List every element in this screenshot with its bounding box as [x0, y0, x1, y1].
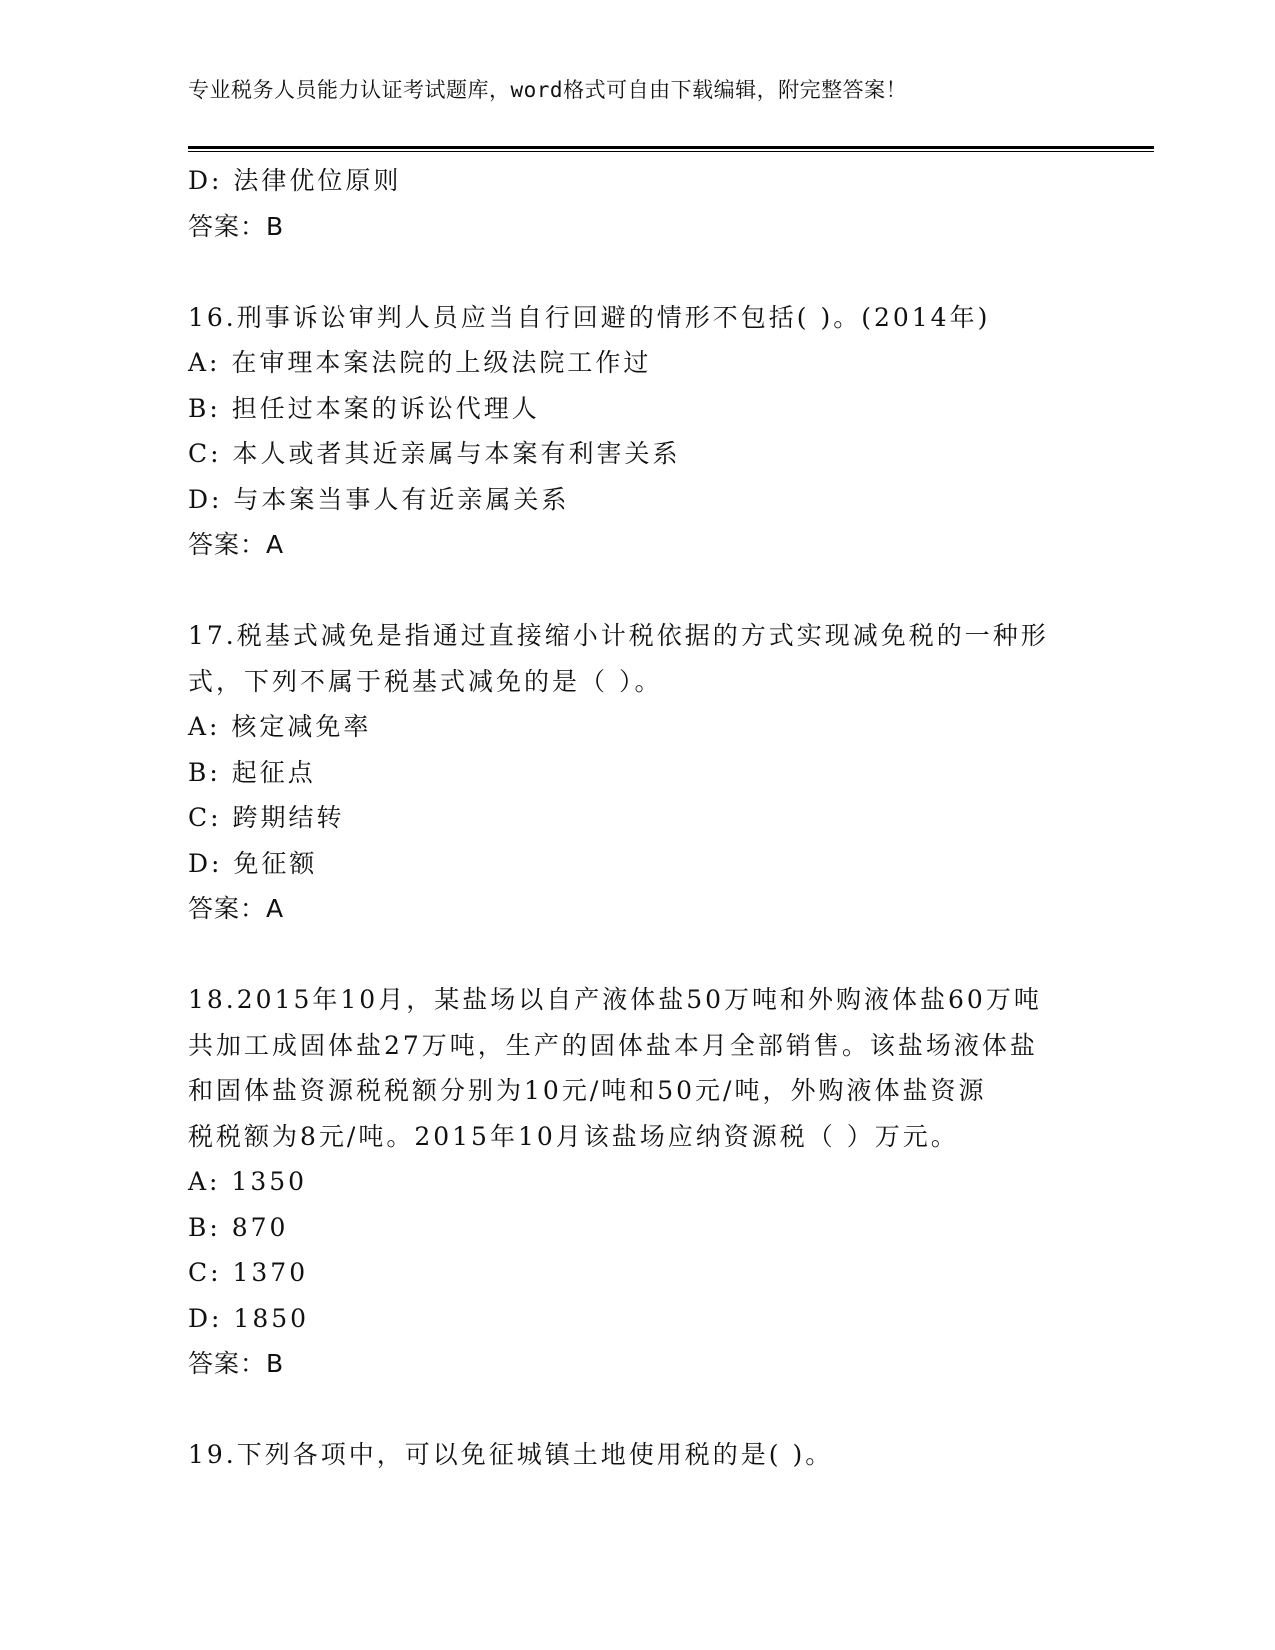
option-c: C: 跨期结转: [188, 803, 345, 832]
option-c: C: 本人或者其近亲属与本案有利害关系: [188, 439, 681, 468]
option-c: C: 1370: [188, 1258, 309, 1287]
question-17: [188, 613, 1088, 932]
answer: 答案：A: [188, 894, 285, 923]
option-d: D: 法律优位原则: [188, 166, 402, 195]
question-stem-line: 和固体盐资源税税额分别为10元/吨和50元/吨，外购液体盐资源: [188, 1076, 987, 1105]
answer: 答案：B: [188, 211, 285, 241]
option-a: A: 核定减免率: [188, 712, 372, 741]
page-header: 专业税务人员能力认证考试题库，word格式可自由下载编辑，附完整答案！: [188, 78, 908, 102]
option-b: B: 870: [188, 1212, 289, 1242]
answer: 答案：A: [188, 530, 285, 559]
spacer: [188, 568, 1088, 614]
answer: 答案：B: [188, 1349, 285, 1378]
spacer: [188, 1387, 1088, 1433]
question-stem-line: 17.税基式减免是指通过直接缩小计税依据的方式实现减免税的一种形: [188, 621, 1049, 650]
document-body: [188, 158, 1088, 1478]
question-stem-line: 税税额为8元/吨。2015年10月该盐场应纳资源税（ ）万元。: [188, 1121, 959, 1151]
question-stem: 19.下列各项中，可以免征城镇土地使用税的是( )。: [188, 1440, 834, 1469]
option-d: D: 1850: [188, 1303, 310, 1333]
question-16: [188, 295, 1088, 568]
question-stem-line: 18.2015年10月，某盐场以自产液体盐50万吨和外购液体盐60万吨: [188, 985, 1042, 1014]
header-rule: [188, 146, 1154, 152]
option-a: A: 在审理本案法院的上级法院工作过: [188, 348, 652, 377]
option-b: B: 起征点: [188, 757, 316, 787]
option-d: D: 免征额: [188, 848, 318, 878]
spacer: [188, 932, 1088, 978]
option-a: A: 1350: [188, 1167, 308, 1196]
option-d: D: 与本案当事人有近亲属关系: [188, 484, 570, 514]
spacer: [188, 249, 1088, 295]
option-b: B: 担任过本案的诉讼代理人: [188, 393, 540, 423]
question-19: [188, 1432, 1088, 1478]
question-stem-line: 式，下列不属于税基式减免的是（ ）。: [188, 666, 663, 696]
question-stem-line: 共加工成固体盐27万吨，生产的固体盐本月全部销售。该盐场液体盐: [188, 1030, 1038, 1060]
question-18: [188, 977, 1088, 1387]
question-stem: 16.刑事诉讼审判人员应当自行回避的情形不包括( )。(2014年): [188, 302, 991, 332]
